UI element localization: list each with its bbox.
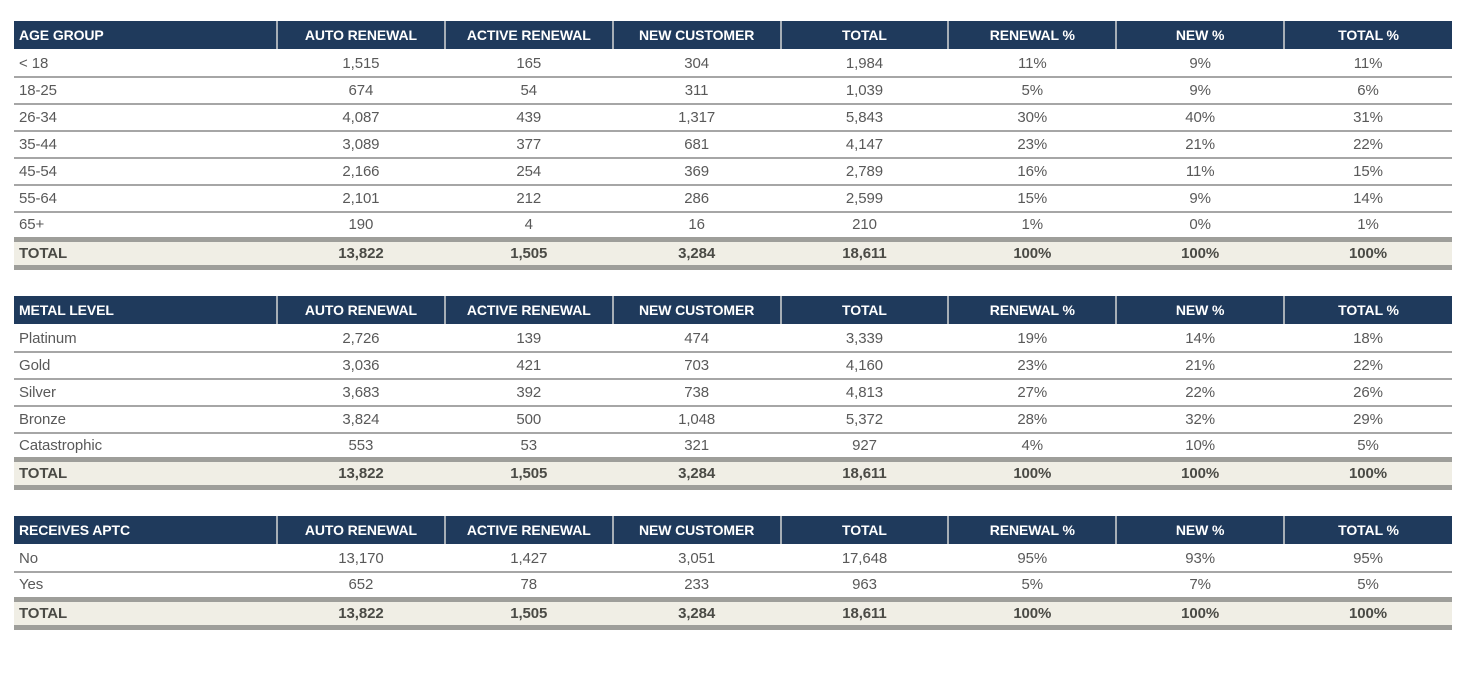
value-cell: 11% bbox=[948, 50, 1116, 77]
value-cell: 3,339 bbox=[781, 325, 949, 352]
value-cell: 3,089 bbox=[277, 131, 445, 158]
value-cell: 15% bbox=[1284, 158, 1452, 185]
value-cell: 10% bbox=[1116, 433, 1284, 460]
row-label: 45-54 bbox=[14, 158, 277, 185]
value-cell: 40% bbox=[1116, 104, 1284, 131]
table-row bbox=[14, 50, 1452, 77]
total-value-cell: 100% bbox=[1284, 239, 1452, 267]
value-cell: 421 bbox=[445, 352, 613, 379]
column-header: AUTO RENEWAL bbox=[277, 296, 445, 325]
row-label: < 18 bbox=[14, 50, 277, 77]
total-value-cell: 13,822 bbox=[277, 599, 445, 627]
value-cell: 23% bbox=[948, 131, 1116, 158]
value-cell: 377 bbox=[445, 131, 613, 158]
value-cell: 2,726 bbox=[277, 325, 445, 352]
value-cell: 7% bbox=[1116, 572, 1284, 599]
row-label-column-header: METAL LEVEL bbox=[14, 296, 277, 325]
column-header: NEW % bbox=[1116, 21, 1284, 50]
column-header: TOTAL % bbox=[1284, 296, 1452, 325]
column-header: NEW CUSTOMER bbox=[613, 516, 781, 545]
total-value-cell: 3,284 bbox=[613, 599, 781, 627]
column-header: TOTAL % bbox=[1284, 21, 1452, 50]
total-value-cell: 13,822 bbox=[277, 239, 445, 267]
total-value-cell: 1,505 bbox=[445, 239, 613, 267]
table-row bbox=[14, 352, 1452, 379]
value-cell: 32% bbox=[1116, 406, 1284, 433]
row-label: 65+ bbox=[14, 212, 277, 239]
value-cell: 5% bbox=[948, 572, 1116, 599]
data-table-receives-aptc bbox=[14, 516, 1452, 630]
value-cell: 4,087 bbox=[277, 104, 445, 131]
data-table-metal-level bbox=[14, 296, 1452, 491]
value-cell: 674 bbox=[277, 77, 445, 104]
total-value-cell: 3,284 bbox=[613, 239, 781, 267]
value-cell: 14% bbox=[1284, 185, 1452, 212]
value-cell: 27% bbox=[948, 379, 1116, 406]
table-body bbox=[14, 50, 1452, 267]
total-value-cell: 18,611 bbox=[781, 460, 949, 488]
column-header: RENEWAL % bbox=[948, 516, 1116, 545]
value-cell: 5,843 bbox=[781, 104, 949, 131]
value-cell: 21% bbox=[1116, 352, 1284, 379]
value-cell: 3,824 bbox=[277, 406, 445, 433]
row-label-column-header: AGE GROUP bbox=[14, 21, 277, 50]
value-cell: 30% bbox=[948, 104, 1116, 131]
value-cell: 190 bbox=[277, 212, 445, 239]
total-row-label: TOTAL bbox=[14, 599, 277, 627]
column-header: ACTIVE RENEWAL bbox=[445, 296, 613, 325]
column-header: TOTAL % bbox=[1284, 516, 1452, 545]
table-row bbox=[14, 185, 1452, 212]
row-label: Yes bbox=[14, 572, 277, 599]
value-cell: 703 bbox=[613, 352, 781, 379]
row-label: No bbox=[14, 545, 277, 572]
value-cell: 1% bbox=[1284, 212, 1452, 239]
table-row bbox=[14, 406, 1452, 433]
value-cell: 21% bbox=[1116, 131, 1284, 158]
column-header: TOTAL bbox=[781, 296, 949, 325]
value-cell: 286 bbox=[613, 185, 781, 212]
value-cell: 15% bbox=[948, 185, 1116, 212]
value-cell: 233 bbox=[613, 572, 781, 599]
table-header bbox=[14, 21, 1452, 50]
value-cell: 165 bbox=[445, 50, 613, 77]
total-value-cell: 1,505 bbox=[445, 599, 613, 627]
value-cell: 553 bbox=[277, 433, 445, 460]
total-value-cell: 1,505 bbox=[445, 460, 613, 488]
total-row bbox=[14, 599, 1452, 627]
value-cell: 681 bbox=[613, 131, 781, 158]
row-label: 35-44 bbox=[14, 131, 277, 158]
row-label: Silver bbox=[14, 379, 277, 406]
value-cell: 53 bbox=[445, 433, 613, 460]
value-cell: 927 bbox=[781, 433, 949, 460]
total-value-cell: 3,284 bbox=[613, 460, 781, 488]
value-cell: 0% bbox=[1116, 212, 1284, 239]
value-cell: 652 bbox=[277, 572, 445, 599]
column-header: RENEWAL % bbox=[948, 21, 1116, 50]
total-value-cell: 100% bbox=[948, 239, 1116, 267]
header-row bbox=[14, 516, 1452, 545]
value-cell: 311 bbox=[613, 77, 781, 104]
table-row bbox=[14, 545, 1452, 572]
total-value-cell: 18,611 bbox=[781, 239, 949, 267]
table-row bbox=[14, 104, 1452, 131]
total-value-cell: 100% bbox=[948, 599, 1116, 627]
value-cell: 369 bbox=[613, 158, 781, 185]
value-cell: 2,599 bbox=[781, 185, 949, 212]
column-header: NEW % bbox=[1116, 296, 1284, 325]
value-cell: 3,683 bbox=[277, 379, 445, 406]
value-cell: 2,166 bbox=[277, 158, 445, 185]
row-label: Bronze bbox=[14, 406, 277, 433]
value-cell: 17,648 bbox=[781, 545, 949, 572]
row-label: Platinum bbox=[14, 325, 277, 352]
header-row bbox=[14, 21, 1452, 50]
value-cell: 212 bbox=[445, 185, 613, 212]
table-header bbox=[14, 296, 1452, 325]
row-label: Gold bbox=[14, 352, 277, 379]
row-label: 55-64 bbox=[14, 185, 277, 212]
column-header: RENEWAL % bbox=[948, 296, 1116, 325]
value-cell: 9% bbox=[1116, 185, 1284, 212]
column-header: ACTIVE RENEWAL bbox=[445, 516, 613, 545]
column-header: TOTAL bbox=[781, 516, 949, 545]
tables-container bbox=[14, 21, 1452, 630]
value-cell: 4% bbox=[948, 433, 1116, 460]
header-row bbox=[14, 296, 1452, 325]
value-cell: 5,372 bbox=[781, 406, 949, 433]
value-cell: 29% bbox=[1284, 406, 1452, 433]
value-cell: 439 bbox=[445, 104, 613, 131]
value-cell: 210 bbox=[781, 212, 949, 239]
table-row bbox=[14, 158, 1452, 185]
column-header: NEW % bbox=[1116, 516, 1284, 545]
total-value-cell: 100% bbox=[1284, 599, 1452, 627]
value-cell: 392 bbox=[445, 379, 613, 406]
column-header: ACTIVE RENEWAL bbox=[445, 21, 613, 50]
total-row-label: TOTAL bbox=[14, 239, 277, 267]
total-value-cell: 100% bbox=[948, 460, 1116, 488]
value-cell: 1,515 bbox=[277, 50, 445, 77]
total-value-cell: 100% bbox=[1284, 460, 1452, 488]
row-label-column-header: RECEIVES APTC bbox=[14, 516, 277, 545]
total-value-cell: 100% bbox=[1116, 599, 1284, 627]
table-body bbox=[14, 325, 1452, 488]
value-cell: 14% bbox=[1116, 325, 1284, 352]
value-cell: 18% bbox=[1284, 325, 1452, 352]
total-value-cell: 13,822 bbox=[277, 460, 445, 488]
value-cell: 1,039 bbox=[781, 77, 949, 104]
value-cell: 1,427 bbox=[445, 545, 613, 572]
value-cell: 738 bbox=[613, 379, 781, 406]
value-cell: 254 bbox=[445, 158, 613, 185]
value-cell: 11% bbox=[1116, 158, 1284, 185]
value-cell: 1,048 bbox=[613, 406, 781, 433]
value-cell: 6% bbox=[1284, 77, 1452, 104]
value-cell: 9% bbox=[1116, 77, 1284, 104]
value-cell: 22% bbox=[1116, 379, 1284, 406]
total-row bbox=[14, 239, 1452, 267]
row-label: 18-25 bbox=[14, 77, 277, 104]
value-cell: 26% bbox=[1284, 379, 1452, 406]
total-row bbox=[14, 460, 1452, 488]
value-cell: 4,813 bbox=[781, 379, 949, 406]
value-cell: 3,051 bbox=[613, 545, 781, 572]
value-cell: 139 bbox=[445, 325, 613, 352]
column-header: AUTO RENEWAL bbox=[277, 516, 445, 545]
value-cell: 93% bbox=[1116, 545, 1284, 572]
value-cell: 5% bbox=[1284, 433, 1452, 460]
value-cell: 4 bbox=[445, 212, 613, 239]
value-cell: 4,147 bbox=[781, 131, 949, 158]
value-cell: 54 bbox=[445, 77, 613, 104]
table-body bbox=[14, 545, 1452, 627]
column-header: TOTAL bbox=[781, 21, 949, 50]
value-cell: 3,036 bbox=[277, 352, 445, 379]
value-cell: 9% bbox=[1116, 50, 1284, 77]
value-cell: 13,170 bbox=[277, 545, 445, 572]
value-cell: 23% bbox=[948, 352, 1116, 379]
table-row bbox=[14, 379, 1452, 406]
value-cell: 16% bbox=[948, 158, 1116, 185]
table-row bbox=[14, 325, 1452, 352]
value-cell: 500 bbox=[445, 406, 613, 433]
value-cell: 28% bbox=[948, 406, 1116, 433]
value-cell: 16 bbox=[613, 212, 781, 239]
value-cell: 1,984 bbox=[781, 50, 949, 77]
column-header: NEW CUSTOMER bbox=[613, 296, 781, 325]
table-row bbox=[14, 572, 1452, 599]
value-cell: 2,789 bbox=[781, 158, 949, 185]
value-cell: 11% bbox=[1284, 50, 1452, 77]
value-cell: 1% bbox=[948, 212, 1116, 239]
value-cell: 95% bbox=[1284, 545, 1452, 572]
value-cell: 963 bbox=[781, 572, 949, 599]
table-row bbox=[14, 77, 1452, 104]
value-cell: 5% bbox=[948, 77, 1116, 104]
table-row bbox=[14, 433, 1452, 460]
row-label: Catastrophic bbox=[14, 433, 277, 460]
value-cell: 22% bbox=[1284, 131, 1452, 158]
value-cell: 2,101 bbox=[277, 185, 445, 212]
table-header bbox=[14, 516, 1452, 545]
column-header: NEW CUSTOMER bbox=[613, 21, 781, 50]
value-cell: 5% bbox=[1284, 572, 1452, 599]
column-header: AUTO RENEWAL bbox=[277, 21, 445, 50]
total-value-cell: 100% bbox=[1116, 460, 1284, 488]
table-row bbox=[14, 131, 1452, 158]
data-table-age-group bbox=[14, 21, 1452, 270]
value-cell: 474 bbox=[613, 325, 781, 352]
value-cell: 321 bbox=[613, 433, 781, 460]
total-row-label: TOTAL bbox=[14, 460, 277, 488]
value-cell: 1,317 bbox=[613, 104, 781, 131]
total-value-cell: 18,611 bbox=[781, 599, 949, 627]
value-cell: 4,160 bbox=[781, 352, 949, 379]
total-value-cell: 100% bbox=[1116, 239, 1284, 267]
value-cell: 31% bbox=[1284, 104, 1452, 131]
table-row bbox=[14, 212, 1452, 239]
row-label: 26-34 bbox=[14, 104, 277, 131]
value-cell: 78 bbox=[445, 572, 613, 599]
value-cell: 304 bbox=[613, 50, 781, 77]
value-cell: 19% bbox=[948, 325, 1116, 352]
value-cell: 95% bbox=[948, 545, 1116, 572]
value-cell: 22% bbox=[1284, 352, 1452, 379]
